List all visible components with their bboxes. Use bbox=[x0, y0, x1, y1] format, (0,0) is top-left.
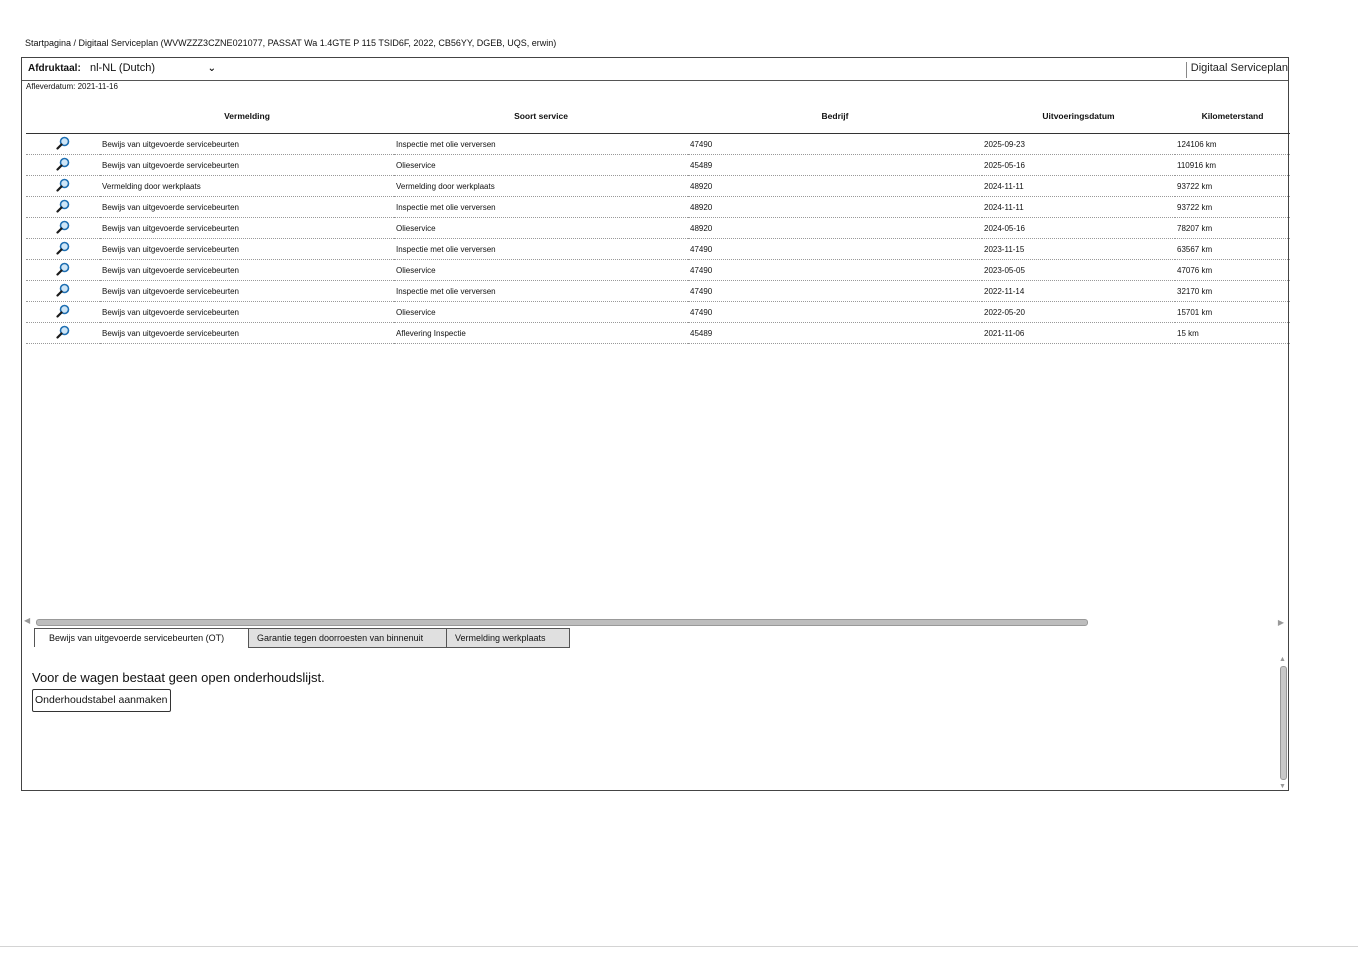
cell-vermelding: Bewijs van uitgevoerde servicebeurten bbox=[100, 155, 394, 176]
header-uitvoeringsdatum[interactable]: Uitvoeringsdatum bbox=[982, 98, 1175, 134]
cell-soort-service: Inspectie met olie verversen bbox=[394, 134, 688, 155]
plan-title: Digitaal Serviceplan bbox=[1186, 62, 1288, 78]
cell-bedrijf: 47490 bbox=[688, 134, 982, 155]
cell-bedrijf: 47490 bbox=[688, 260, 982, 281]
cell-kilometerstand: 47076 km bbox=[1175, 260, 1290, 281]
row-icon-cell bbox=[26, 323, 100, 344]
cell-vermelding: Bewijs van uitgevoerde servicebeurten bbox=[100, 302, 394, 323]
breadcrumb[interactable]: Startpagina / Digitaal Serviceplan (WVWZZZ3CZNE021077, PASSAT Wa 1.4GTE P 115 TSID6F, 2022, CB56YY, DGEB, UQS, erwin) bbox=[25, 38, 557, 48]
table-row[interactable] bbox=[26, 218, 1290, 239]
magnifier-icon[interactable] bbox=[56, 220, 70, 234]
cell-soort-service: Inspectie met olie verversen bbox=[394, 281, 688, 302]
cell-soort-service: Inspectie met olie verversen bbox=[394, 197, 688, 218]
tab-workshop-note[interactable] bbox=[446, 628, 570, 648]
table-row[interactable] bbox=[26, 323, 1290, 344]
header-soort-service[interactable]: Soort service bbox=[394, 98, 688, 134]
header-icon bbox=[26, 98, 100, 134]
magnifier-icon[interactable] bbox=[56, 262, 70, 276]
cell-kilometerstand: 110916 km bbox=[1175, 155, 1290, 176]
header-bedrijf[interactable]: Bedrijf bbox=[688, 98, 982, 134]
row-icon-cell bbox=[26, 281, 100, 302]
delivery-date: Afleverdatum: 2021-11-16 bbox=[26, 82, 118, 91]
cell-uitvoeringsdatum: 2023-05-05 bbox=[982, 260, 1175, 281]
table-row[interactable] bbox=[26, 155, 1290, 176]
cell-soort-service: Inspectie met olie verversen bbox=[394, 239, 688, 260]
cell-soort-service: Olieservice bbox=[394, 218, 688, 239]
cell-uitvoeringsdatum: 2025-05-16 bbox=[982, 155, 1175, 176]
table-row[interactable] bbox=[26, 260, 1290, 281]
cell-kilometerstand: 78207 km bbox=[1175, 218, 1290, 239]
cell-vermelding: Bewijs van uitgevoerde servicebeurten bbox=[100, 134, 394, 155]
row-icon-cell bbox=[26, 239, 100, 260]
table-row[interactable] bbox=[26, 239, 1290, 260]
magnifier-icon[interactable] bbox=[56, 325, 70, 339]
row-icon-cell bbox=[26, 218, 100, 239]
cell-bedrijf: 48920 bbox=[688, 218, 982, 239]
tab-service-proof[interactable] bbox=[34, 628, 255, 647]
page-divider bbox=[0, 946, 1358, 947]
cell-kilometerstand: 124106 km bbox=[1175, 134, 1290, 155]
cell-soort-service: Olieservice bbox=[394, 155, 688, 176]
vertical-scrollbar[interactable] bbox=[1278, 656, 1288, 790]
magnifier-icon[interactable] bbox=[56, 283, 70, 297]
cell-soort-service: Olieservice bbox=[394, 260, 688, 281]
row-icon-cell bbox=[26, 176, 100, 197]
cell-vermelding: Bewijs van uitgevoerde servicebeurten bbox=[100, 281, 394, 302]
service-table bbox=[26, 98, 1290, 344]
cell-vermelding: Bewijs van uitgevoerde servicebeurten bbox=[100, 239, 394, 260]
toolbar bbox=[22, 58, 1288, 81]
cell-soort-service: Aflevering Inspectie bbox=[394, 323, 688, 344]
cell-uitvoeringsdatum: 2022-05-20 bbox=[982, 302, 1175, 323]
cell-bedrijf: 47490 bbox=[688, 239, 982, 260]
cell-bedrijf: 48920 bbox=[688, 176, 982, 197]
cell-vermelding: Bewijs van uitgevoerde servicebeurten bbox=[100, 260, 394, 281]
create-maintenance-table-button[interactable]: Onderhoudstabel aanmaken bbox=[32, 689, 171, 712]
table-row[interactable] bbox=[26, 281, 1290, 302]
magnifier-icon[interactable] bbox=[56, 157, 70, 171]
cell-uitvoeringsdatum: 2023-11-15 bbox=[982, 239, 1175, 260]
magnifier-icon[interactable] bbox=[56, 178, 70, 192]
language-select[interactable] bbox=[88, 60, 216, 77]
cell-kilometerstand: 15 km bbox=[1175, 323, 1290, 344]
cell-bedrijf: 47490 bbox=[688, 302, 982, 323]
service-plan-frame bbox=[21, 57, 1289, 791]
magnifier-icon[interactable] bbox=[56, 241, 70, 255]
row-icon-cell bbox=[26, 302, 100, 323]
cell-uitvoeringsdatum: 2024-11-11 bbox=[982, 176, 1175, 197]
cell-kilometerstand: 32170 km bbox=[1175, 281, 1290, 302]
vertical-scroll-thumb[interactable] bbox=[1280, 666, 1287, 780]
cell-kilometerstand: 93722 km bbox=[1175, 197, 1290, 218]
scroll-up-icon[interactable]: ▲ bbox=[1279, 656, 1286, 663]
cell-uitvoeringsdatum: 2024-05-16 bbox=[982, 218, 1175, 239]
cell-kilometerstand: 93722 km bbox=[1175, 176, 1290, 197]
cell-kilometerstand: 63567 km bbox=[1175, 239, 1290, 260]
header-kilometerstand[interactable]: Kilometerstand bbox=[1175, 98, 1290, 134]
cell-uitvoeringsdatum: 2022-11-14 bbox=[982, 281, 1175, 302]
tab-label: Bewijs van uitgevoerde servicebeurten (OT) bbox=[49, 633, 225, 643]
table-row[interactable] bbox=[26, 302, 1290, 323]
table-row[interactable] bbox=[26, 134, 1290, 155]
cell-uitvoeringsdatum: 2024-11-11 bbox=[982, 197, 1175, 218]
cell-bedrijf: 48920 bbox=[688, 197, 982, 218]
cell-bedrijf: 47490 bbox=[688, 281, 982, 302]
cell-vermelding: Bewijs van uitgevoerde servicebeurten bbox=[100, 197, 394, 218]
scroll-down-icon[interactable]: ▼ bbox=[1279, 783, 1286, 790]
horizontal-scroll-thumb[interactable] bbox=[36, 619, 1088, 626]
scroll-right-icon[interactable]: ▶ bbox=[1277, 618, 1284, 627]
tab-label: Vermelding werkplaats bbox=[455, 633, 546, 643]
tab-label: Garantie tegen doorroesten van binnenuit bbox=[257, 633, 424, 643]
table-header-row bbox=[26, 98, 1290, 134]
cell-vermelding: Bewijs van uitgevoerde servicebeurten bbox=[100, 323, 394, 344]
magnifier-icon[interactable] bbox=[56, 304, 70, 318]
cell-uitvoeringsdatum: 2025-09-23 bbox=[982, 134, 1175, 155]
cell-uitvoeringsdatum: 2021-11-06 bbox=[982, 323, 1175, 344]
row-icon-cell bbox=[26, 260, 100, 281]
table-row[interactable] bbox=[26, 197, 1290, 218]
magnifier-icon[interactable] bbox=[56, 199, 70, 213]
cell-vermelding: Vermelding door werkplaats bbox=[100, 176, 394, 197]
horizontal-scrollbar[interactable] bbox=[22, 616, 1288, 628]
cell-soort-service: Olieservice bbox=[394, 302, 688, 323]
row-icon-cell bbox=[26, 134, 100, 155]
magnifier-icon[interactable] bbox=[56, 136, 70, 150]
row-icon-cell bbox=[26, 155, 100, 176]
cell-vermelding: Bewijs van uitgevoerde servicebeurten bbox=[100, 218, 394, 239]
service-table-wrapper bbox=[26, 98, 1290, 658]
chevron-down-icon: ⌄ bbox=[207, 63, 216, 74]
header-vermelding[interactable]: Vermelding bbox=[100, 98, 394, 134]
table-row[interactable] bbox=[26, 176, 1290, 197]
scroll-left-icon[interactable]: ◀ bbox=[24, 616, 31, 625]
maintenance-message: Voor de wagen bestaat geen open onderhoudslijst. bbox=[32, 670, 325, 685]
cell-soort-service: Vermelding door werkplaats bbox=[394, 176, 688, 197]
tab-rust-guarantee[interactable] bbox=[248, 628, 447, 648]
language-value: nl-NL (Dutch) bbox=[90, 62, 155, 74]
cell-kilometerstand: 15701 km bbox=[1175, 302, 1290, 323]
cell-bedrijf: 45489 bbox=[688, 155, 982, 176]
row-icon-cell bbox=[26, 197, 100, 218]
language-label: Afdruktaal: bbox=[28, 63, 81, 74]
cell-bedrijf: 45489 bbox=[688, 323, 982, 344]
